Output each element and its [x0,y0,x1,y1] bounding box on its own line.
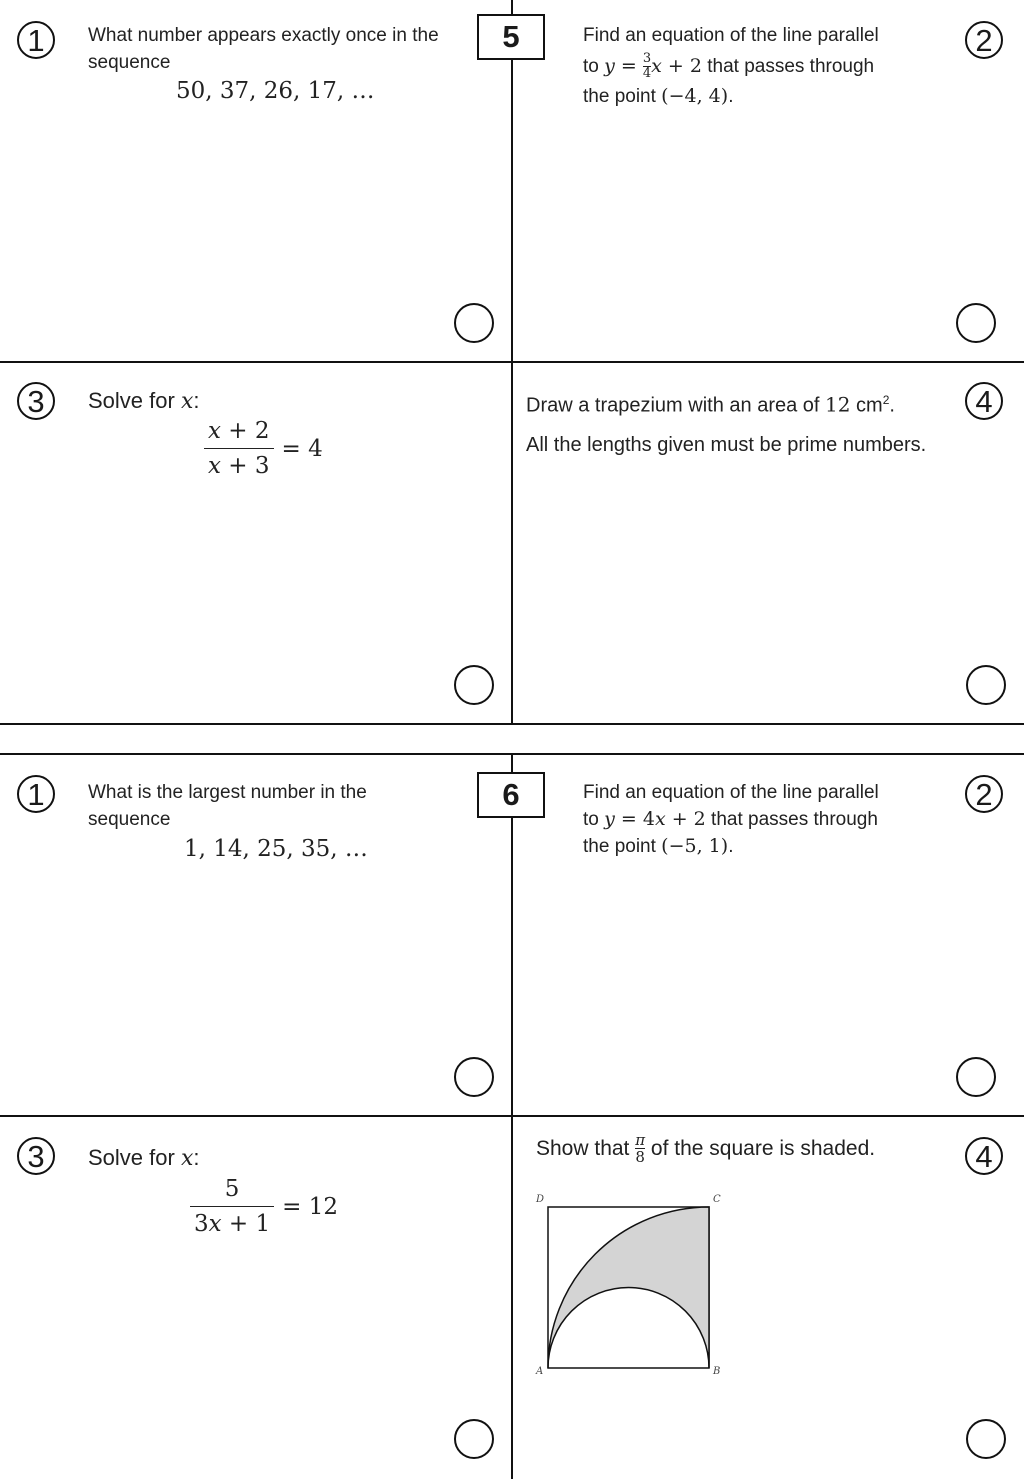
question-3-rhs: = 4 [281,435,323,462]
question-2-point-prefix: the point [583,836,662,857]
question-2-number: 2 [965,775,1003,813]
question-3-num-x: x [208,418,221,444]
question-2-line3 [583,83,923,110]
question-3-den-a: 3 [194,1211,209,1237]
answer-circle-q1[interactable] [454,1057,494,1097]
question-2-y: y [604,54,615,77]
question-2-line1: Find an equation of the line parallel [583,25,879,46]
question-2-period: . [728,836,734,857]
question-3-fraction [204,414,274,483]
question-2-point-prefix: the point [583,86,662,107]
question-3-den-x: x [208,1211,222,1237]
question-3-prompt [88,386,199,417]
question-3-numerator: 5 [224,1176,240,1202]
question-4-line1 [526,387,895,420]
question-3-colon: : [193,1145,200,1170]
question-2-frac-den: 4 [642,65,652,81]
question-3-rhs: = 12 [282,1193,339,1220]
question-4-number: 4 [965,382,1003,420]
divider-sheet5-vertical [511,0,513,723]
question-2-to: to [583,809,605,830]
question-1-sequence: 1, 14, 25, 35, … [184,836,368,862]
question-3-den-rest: + 1 [221,1211,271,1237]
question-1-number: 1 [17,775,55,813]
question-4-line1-prefix: Draw a trapezium with an area of [526,394,826,417]
question-3-equation [190,1172,338,1241]
shaded-square-diagram [530,1186,730,1386]
question-3-var: x [180,389,194,414]
question-3-den-x: x [208,453,221,479]
question-4-number: 4 [965,1137,1003,1175]
question-4-unit-exponent: 2 [882,393,890,407]
vertex-label-d: D [536,1194,545,1205]
answer-circle-q2[interactable] [956,1057,996,1097]
question-2-number: 2 [965,21,1003,59]
question-2-x: x [654,808,666,830]
question-2-frac-num: 3 [642,50,652,66]
sheet-number-box: 5 [477,14,545,60]
question-3-numerator [204,414,274,448]
question-3-prefix: Solve for [88,388,181,413]
vertex-label-b: B [713,1366,721,1377]
question-2-fraction [643,52,651,81]
question-3-num-rest: + 2 [220,418,270,444]
question-3-number: 3 [17,382,55,420]
question-2-text [583,22,923,110]
question-1-sequence: 50, 37, 26, 17, … [176,78,375,104]
question-4-prompt [536,1132,875,1165]
answer-circle-q3[interactable] [454,1419,494,1459]
question-2-line3 [583,833,923,860]
answer-circle-q4[interactable] [966,1419,1006,1459]
question-3-prompt [88,1143,199,1174]
question-3-den-rest: + 3 [220,453,270,479]
divider-sheet5-bottom [0,723,1024,725]
answer-circle-q3[interactable] [454,665,494,705]
question-4-frac-num: π [635,1131,646,1149]
question-2-line2 [583,49,923,83]
question-2-text [583,779,923,860]
question-4-prefix: Show that [536,1136,636,1160]
question-2-plus: + 2 [661,54,702,77]
question-1-number: 1 [17,21,55,59]
vertex-label-a: A [536,1366,544,1377]
divider-sheet6-vertical [511,753,513,1479]
question-2-x: x [651,54,662,77]
question-2-point: (−5, 1) [661,835,729,857]
question-2-y: y [604,808,615,830]
question-3-prefix: Solve for [88,1145,181,1170]
question-1-text: What is the largest number in the sequence [88,782,367,830]
question-3-fraction [190,1172,274,1241]
question-2-line1: Find an equation of the line parallel [583,782,879,803]
question-3-denominator [204,449,274,483]
answer-circle-q2[interactable] [956,303,996,343]
question-3-number: 3 [17,1137,55,1175]
question-2-point: (−4, 4) [661,85,729,107]
question-4-suffix: of the square is shaded. [645,1136,876,1160]
question-4-fraction [635,1132,645,1165]
question-4-area-value: 12 [825,392,851,417]
question-3-denominator [190,1207,274,1241]
shaded-region [548,1207,709,1368]
question-2-plus: + 2 [665,808,706,830]
question-4-period: . [889,394,895,417]
question-2-to: to [583,55,605,77]
sheet-number-box: 6 [477,772,545,818]
vertex-label-c: C [713,1194,721,1205]
question-2-line2 [583,806,923,833]
question-2-tail: that passes through [701,55,875,77]
question-3-var: x [180,1146,194,1171]
question-2-period: . [728,86,734,107]
answer-circle-q1[interactable] [454,303,494,343]
question-3-colon: : [193,388,200,413]
question-4-frac-den: 8 [635,1148,645,1166]
answer-circle-q4[interactable] [966,665,1006,705]
question-2-equals: = [614,54,643,77]
question-2-tail: that passes through [705,809,878,830]
question-2-equals: = 4 [614,808,655,830]
question-4-unit: cm [850,394,883,417]
question-1-text: What number appears exactly once in the sequence [88,25,439,73]
question-4-line2: All the lengths given must be prime numbers. [526,434,927,456]
question-3-equation [204,414,323,483]
